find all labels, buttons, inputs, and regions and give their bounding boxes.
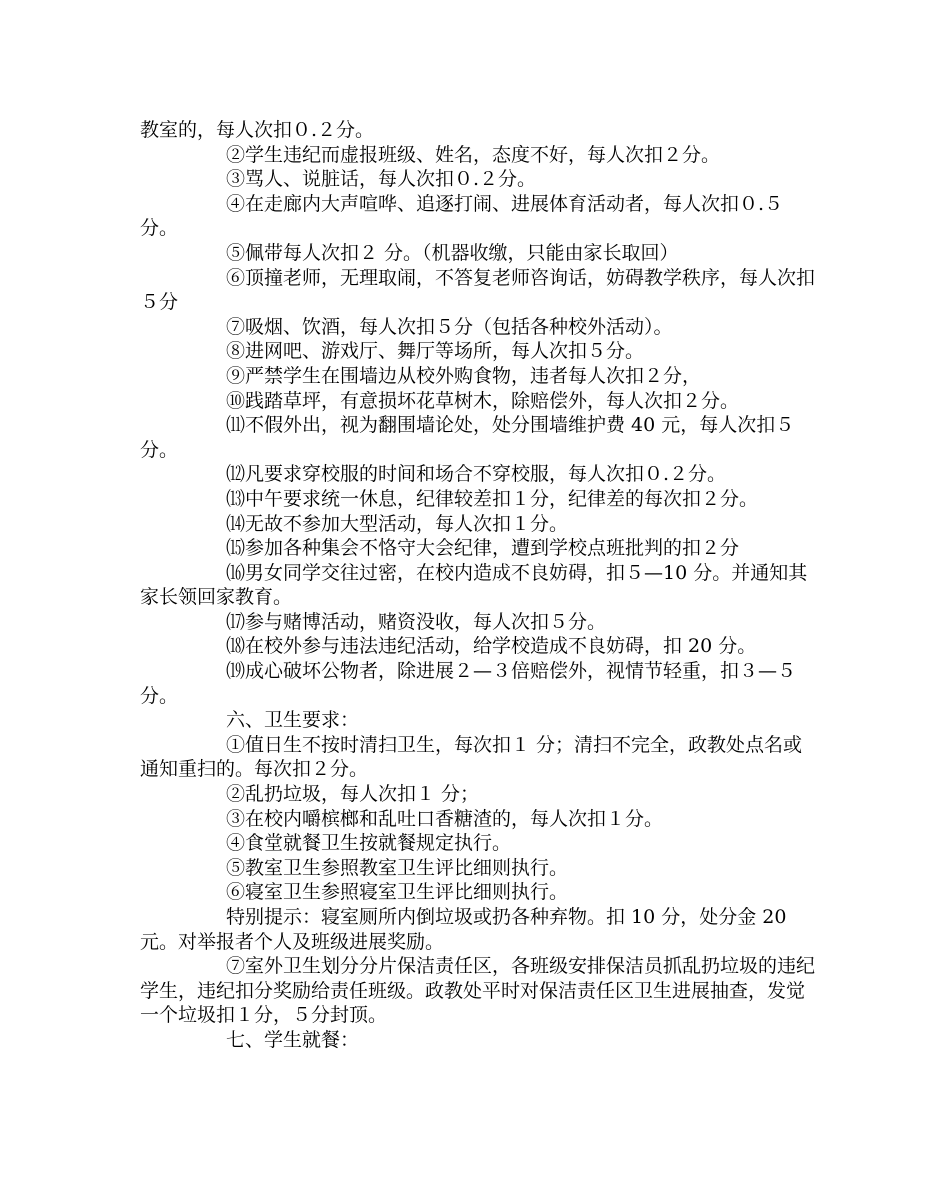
paragraph-24: ④食堂就餐卫生按就餐规定执行。 xyxy=(226,832,512,855)
paragraph-21: ①值日生不按时清扫卫生，每次扣１ 分；清扫不完全，政教处点名或通知重扫的。每次扣２分。 xyxy=(140,733,803,781)
section-heading-dining: 七、学生就餐： xyxy=(226,1028,360,1051)
paragraph-12: ⑿凡要求穿校服的时间和场合不穿校服，每人次扣０.２分。 xyxy=(226,463,727,486)
paragraph-17: ⒄参与赌博活动，赌资没收，每人次扣５分。 xyxy=(226,610,607,633)
paragraph-5: ⑤佩带每人次扣２ 分。（机器收缴，只能由家长取回） xyxy=(226,241,679,264)
paragraph-15: ⒂参加各种集会不恪守大会纪律，遭到学校点班批判的扣２分 xyxy=(226,537,740,560)
paragraph-19: ⒆成心破坏公物者，除进展２—３倍赔偿外，视情节轻重，扣３—５分。 xyxy=(140,660,797,707)
paragraph-8: ⑧进网吧、游戏厅、舞厅等场所，每人次扣５分。 xyxy=(226,340,645,363)
paragraph-26: ⑥寝室卫生参照寝室卫生评比细则执行。 xyxy=(226,881,569,904)
paragraph-4: ④在走廊内大声喧哗、追逐打闹、进展体育活动者，每人次扣０.５分。 xyxy=(140,192,784,240)
paragraph-13: ⒀中午要求统一休息，纪律较差扣１分，纪律差的每次扣２分。 xyxy=(226,487,759,510)
paragraph-9: ⑨严禁学生在围墙边从校外购食物，违者每人次扣２分， xyxy=(226,364,702,387)
paragraph-28: ⑦室外卫生划分分片保洁责任区，各班级安排保洁员抓乱扔垃圾的违纪学生，违纪扣分奖励给责任班级。政教处平时对保洁责任区卫生进展抽查，发觉一个垃圾扣１分，５分封顶。 xyxy=(140,955,816,1027)
paragraph-6: ⑥顶撞老师，无理取闹，不答复老师咨询话，妨碍教学秩序，每人次扣５分 xyxy=(140,266,816,314)
special-notice: 特别提示：寝室厕所内倒垃圾或扔各种弃物。扣 10 分，处分金 20 元。对举报者个人及班级进展奖励。 xyxy=(140,906,787,953)
paragraph-1: 教室的，每人次扣０.２分。 xyxy=(140,119,375,141)
paragraph-22: ②乱扔垃圾，每人次扣１ 分； xyxy=(226,783,480,806)
paragraph-11: ⑾不假外出，视为翻围墙论处，处分围墙维护费 40 元，每人次扣５分。 xyxy=(140,414,795,461)
paragraph-7: ⑦吸烟、饮酒，每人次扣５分（包括各种校外活动）。 xyxy=(226,315,673,338)
document-body xyxy=(140,118,815,1053)
paragraph-10: ⑩践踏草坪，有意损坏花草树木，除赔偿外，每人次扣２分。 xyxy=(226,389,740,412)
paragraph-2: ②学生违纪而虚报班级、姓名，态度不好，每人次扣２分。 xyxy=(226,143,721,166)
section-heading-hygiene: 六、卫生要求： xyxy=(226,709,360,732)
paragraph-23: ③在校内嚼槟榔和乱吐口香糖渣的，每人次扣１分。 xyxy=(226,807,664,830)
paragraph-16: ⒃男女同学交往过密，在校内造成不良妨碍，扣５—10 分。并通知其家长领回家教育。 xyxy=(140,561,808,609)
paragraph-3: ③骂人、说脏话，每人次扣０.２分。 xyxy=(226,168,537,191)
paragraph-18: ⒅在校外参与违法违纪活动，给学校造成不良妨碍，扣 20 分。 xyxy=(226,635,757,658)
paragraph-14: ⒁无故不参加大型活动，每人次扣１分。 xyxy=(226,512,569,535)
paragraph-25: ⑤教室卫生参照教室卫生评比细则执行。 xyxy=(226,856,569,879)
